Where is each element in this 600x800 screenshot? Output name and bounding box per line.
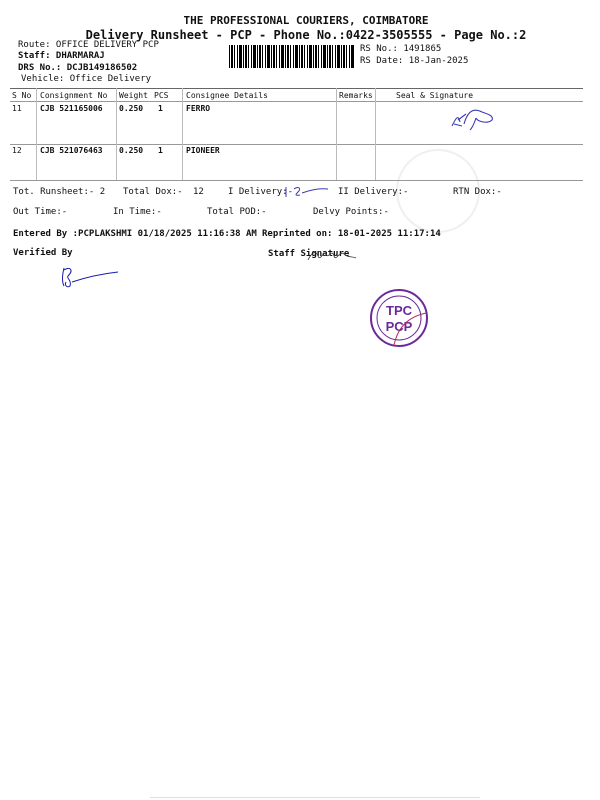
row-sno: 12	[12, 146, 22, 155]
reprinted-on: Reprinted on: 18-01-2025 11:17:14	[262, 229, 441, 239]
vehicle-label: Vehicle: Office Delivery	[21, 74, 152, 84]
runsheet-title: Delivery Runsheet - PCP - Phone No.:0422-3505555 - Page No.:2	[85, 28, 527, 42]
col-header-seal: Seal & Signature	[396, 91, 474, 100]
i-delivery-handwriting	[280, 184, 330, 200]
rs-number: RS No.: 1491865	[360, 44, 442, 54]
row-weight: 0.250	[119, 104, 144, 113]
rs-date: RS Date: 18-Jan-2025	[360, 56, 469, 66]
row-consignment: CJB 521165006	[40, 104, 103, 113]
drs-number: DRS No.: DCJB149186502	[18, 63, 138, 73]
route-label: Route: OFFICE DELIVERY PCP	[18, 40, 159, 50]
col-header-consignee: Consignee Details	[186, 91, 268, 100]
consignee-signature	[448, 104, 500, 134]
tpc-stamp	[368, 287, 430, 349]
table-header-border	[10, 101, 583, 102]
col-divider	[116, 88, 117, 180]
page-bottom-line	[150, 797, 480, 798]
row-sno: 11	[12, 104, 22, 113]
col-divider	[36, 88, 37, 180]
table-bottom-border	[10, 180, 583, 181]
tot-runsheet: Tot. Runsheet:- 2	[13, 187, 106, 197]
row-consignee: FERRO	[186, 104, 211, 113]
company-title: THE PROFESSIONAL COURIERS, COIMBATORE	[183, 14, 429, 27]
delvy-points-label: Delvy Points:-	[313, 207, 389, 217]
col-header-remarks: Remarks	[339, 91, 373, 100]
col-divider	[375, 88, 376, 180]
table-top-border	[10, 88, 583, 89]
col-header-pcs: PCS	[154, 91, 169, 100]
row-weight: 0.250	[119, 146, 144, 155]
total-pod-label: Total POD:-	[207, 207, 267, 217]
verified-by-label: Verified By	[13, 248, 73, 258]
total-dox-label: Total Dox:-	[123, 187, 183, 197]
col-divider	[336, 88, 337, 180]
col-header-weight: Weight	[119, 91, 148, 100]
table-row-divider	[10, 144, 583, 145]
col-header-consignment: Consignment No	[40, 91, 108, 100]
staff-signature-label: Staff Signature	[268, 249, 350, 259]
rtn-dox-label: RTN Dox:-	[453, 187, 502, 197]
row-consignment: CJB 521076463	[40, 146, 103, 155]
i-delivery-label: I Delivery:-	[228, 187, 294, 197]
row-pcs: 1	[158, 104, 163, 113]
staff-signature	[306, 244, 358, 266]
col-header-sno: S No	[12, 91, 32, 100]
ii-delivery-label: II Delivery:-	[338, 187, 409, 197]
entered-by: Entered By :PCPLAKSHMI 01/18/2025 11:16:38 AM	[13, 229, 257, 239]
row-consignee: PIONEER	[186, 146, 220, 155]
total-dox-value: 12	[193, 187, 204, 197]
row-pcs: 1	[158, 146, 163, 155]
out-time-label: Out Time:-	[13, 207, 68, 217]
in-time-label: In Time:-	[113, 207, 162, 217]
staff-label: Staff: DHARMARAJ	[18, 51, 105, 61]
stamp-line2: PCP	[385, 319, 413, 334]
verifier-signature	[58, 264, 120, 290]
barcode	[229, 45, 355, 68]
stamp-line1: TPC	[386, 303, 412, 318]
col-divider	[182, 88, 183, 180]
